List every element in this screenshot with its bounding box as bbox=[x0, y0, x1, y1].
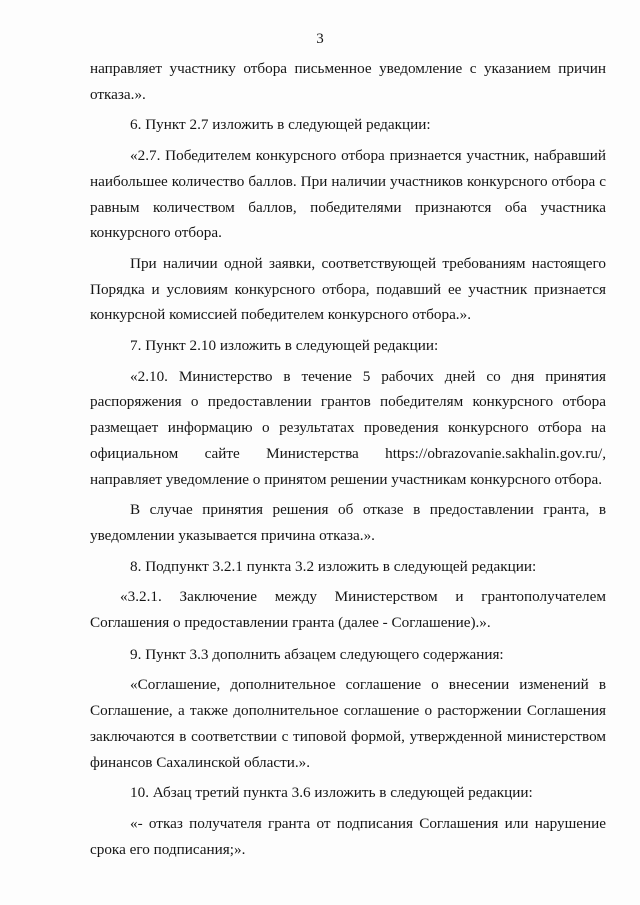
page-number: 3 bbox=[316, 31, 324, 47]
paragraph-11: «Соглашение, дополнительное соглашение о внесении изменений в Соглашение, а также дополнительное соглашение о расторжении Соглашения заключаются в соответствии с типовой формой, утвержденной министерством финансов Сахалинской области.». bbox=[90, 676, 606, 771]
paragraph-6: «2.10. Министерство в течение 5 рабочих дней со дня принятия распоряжения о предоставлении грантов победителям конкурсного отбора размещает информацию о результатах проведения конкурсного отбора на официальном сайте Министерства https://obrazovanie.sakhalin.gov.ru/, направляет уведомление о принятом решении участникам конкурсного отбора. bbox=[90, 367, 606, 488]
paragraph-13: «- отказ получателя гранта от подписания Соглашения или нарушение срока его подписания;». bbox=[90, 814, 606, 858]
paragraph-7: В случае принятия решения об отказе в предоставлении гранта, в уведомлении указывается причина отказа.». bbox=[90, 501, 606, 544]
paragraph-5: 7. Пункт 2.10 изложить в следующей редакции: bbox=[130, 337, 439, 355]
paragraph-4: При наличии одной заявки, соответствующей требованиям настоящего Порядка и условиям конкурсного отбора, подавший ее участник признается конкурсной комиссией победителем конкурсного отбора.». bbox=[90, 254, 606, 324]
paragraph-3: «2.7. Победителем конкурсного отбора признается участник, набравший наибольшее количество баллов. При наличии участников конкурсного отбора с равным количеством баллов, победителями признаются оба участника конкурсного отбора. bbox=[90, 147, 606, 242]
paragraph-2: 6. Пункт 2.7 изложить в следующей редакции: bbox=[130, 116, 431, 134]
paragraph-10: 9. Пункт 3.3 дополнить абзацем следующего содержания: bbox=[130, 645, 504, 663]
paragraph-8: 8. Подпункт 3.2.1 пункта 3.2 изложить в следующей редакции: bbox=[130, 557, 537, 575]
paragraph-12: 10. Абзац третий пункта 3.6 изложить в следующей редакции: bbox=[130, 784, 533, 802]
paragraph-1: направляет участнику отбора письменное уведомление с указанием причин отказа.». bbox=[90, 60, 606, 103]
paragraph-9: «3.2.1. Заключение между Министерством и грантополучателем Соглашения о предоставлении гранта (далее - Соглашение).». bbox=[90, 588, 606, 632]
document-body bbox=[90, 56, 606, 862]
